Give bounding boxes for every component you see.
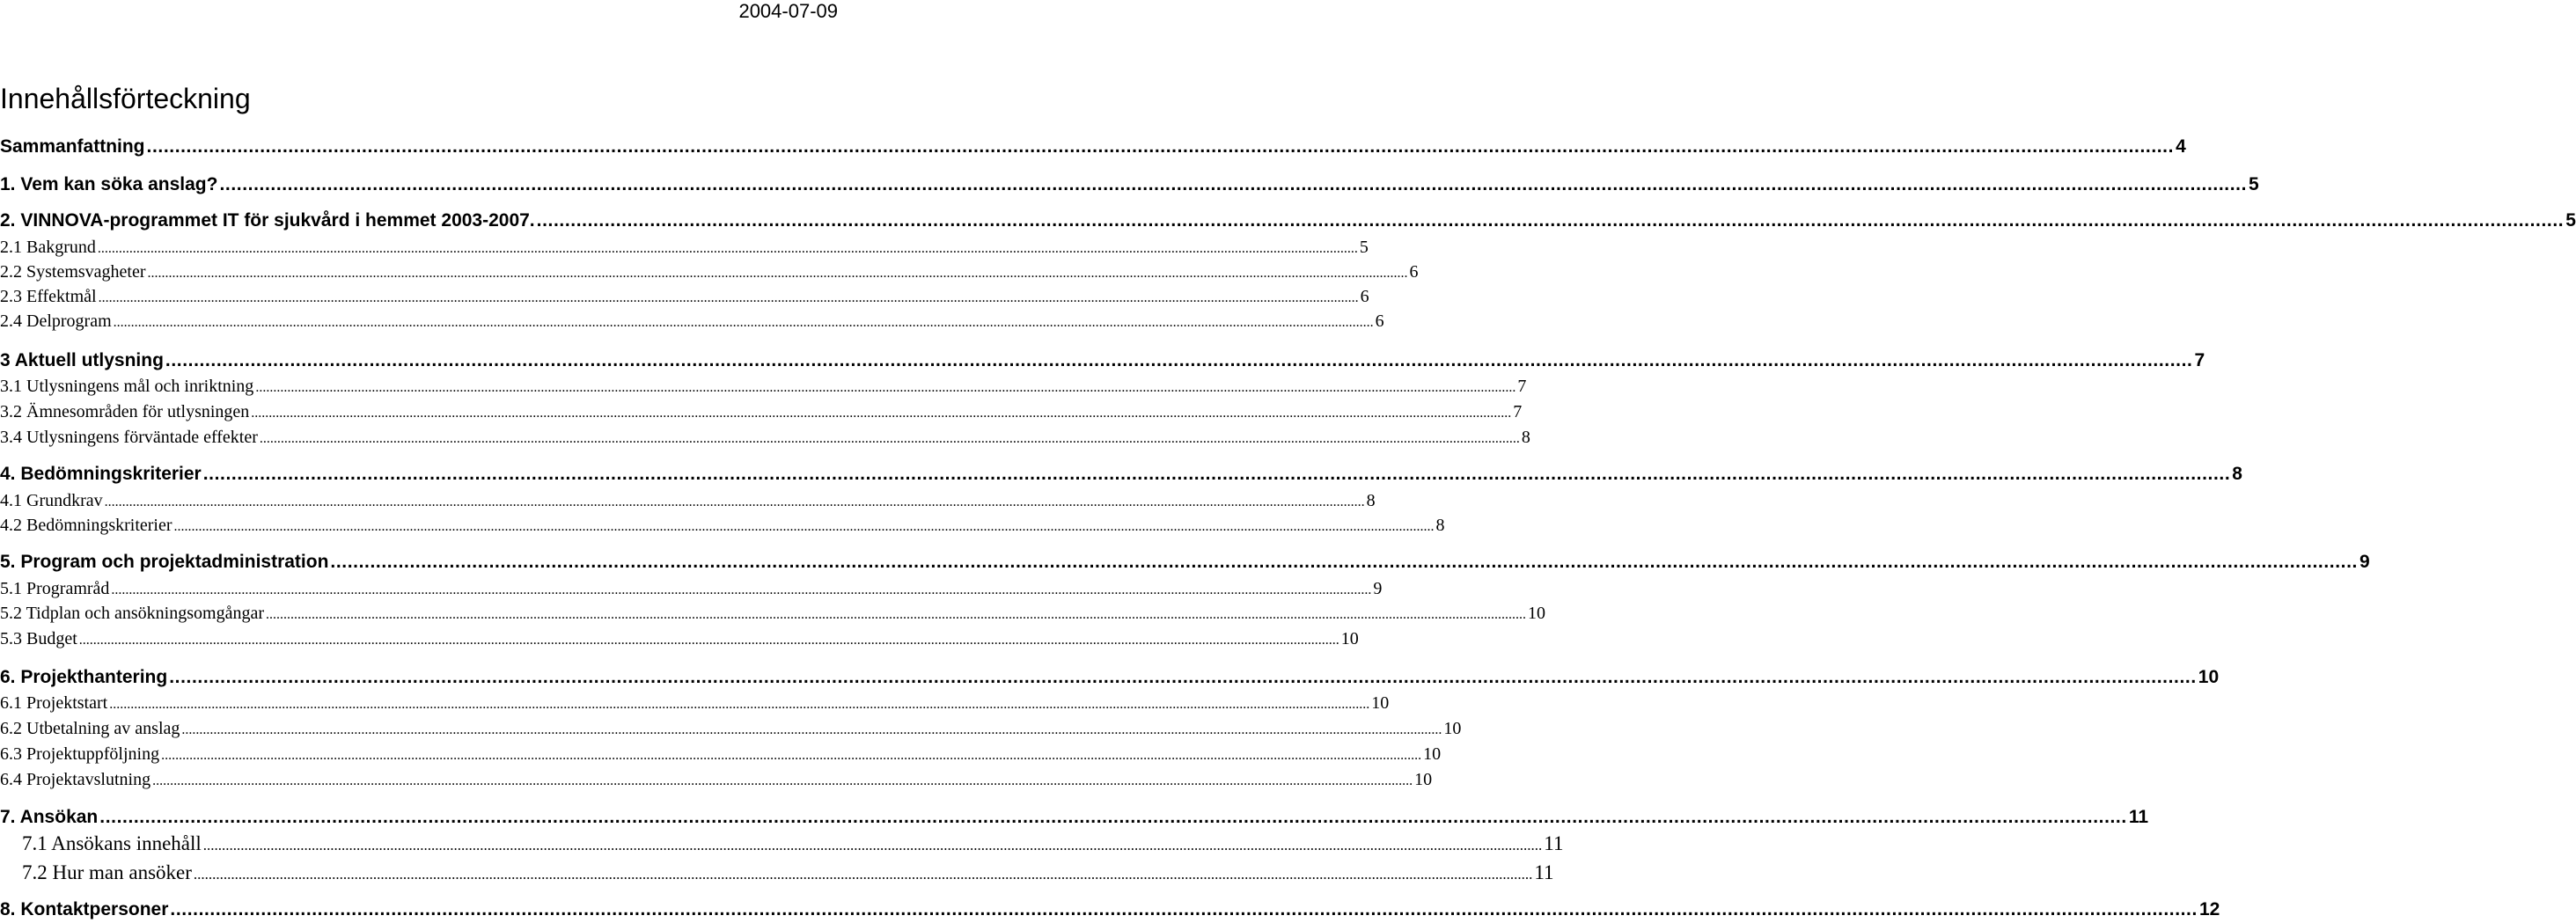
toc-entry-page: 10	[1423, 744, 1442, 764]
toc-entry-label: 2.4 Delprogram	[0, 311, 112, 331]
toc-entry-page: 10	[1414, 770, 1433, 789]
toc-entry-label: 3.2 Ämnesområden för utlysningen	[0, 402, 250, 421]
toc-entry-page: 5	[1359, 238, 1369, 257]
toc-entry-page: 8	[1435, 516, 1445, 535]
toc-entry[interactable]	[0, 348, 2205, 373]
toc-leader-dots	[99, 287, 1359, 310]
toc-entry[interactable]	[0, 172, 2259, 197]
toc-entry-page: 9	[1373, 579, 1383, 598]
toc-entry-label: 5.1 Programråd	[0, 579, 110, 598]
toc-leader-dots	[99, 804, 2127, 830]
toc-entry-label: 5.2 Tidplan och ansökningsomgångar	[0, 604, 264, 623]
toc-entry-page: 4	[2176, 136, 2186, 157]
toc-entry[interactable]	[0, 489, 1376, 512]
page-title: Innehållsförteckning	[0, 83, 251, 114]
toc-entry-page: 10	[1340, 629, 1359, 648]
toc-entry[interactable]	[0, 664, 2220, 690]
toc-entry-page: 6	[1409, 262, 1419, 282]
toc-entry-page: 11	[2128, 807, 2149, 827]
toc-entry[interactable]	[0, 549, 2370, 575]
toc-entry-label: 2.3 Effektmål	[0, 287, 97, 306]
toc-entry-label: 4.1 Grundkrav	[0, 491, 103, 510]
toc-entry-label: 7.1 Ansökans innehåll	[22, 832, 202, 854]
toc-entry[interactable]	[0, 375, 1527, 398]
toc-leader-dots	[194, 861, 1533, 888]
toc-entry-page: 10	[1371, 693, 1390, 713]
toc-entry-page: 6	[1375, 311, 1384, 331]
toc-leader-dots	[330, 549, 2358, 575]
toc-leader-dots	[203, 461, 2231, 487]
toc-entry[interactable]	[0, 577, 1383, 600]
toc-leader-dots	[109, 693, 1369, 716]
toc-entry-page: 8	[1521, 428, 1530, 447]
toc-leader-dots	[169, 664, 2197, 690]
toc-entry[interactable]	[0, 804, 2149, 830]
toc-entry-label: 4. Bedömningskriterier	[0, 464, 202, 484]
toc-entry-label: 5.3 Budget	[0, 629, 77, 648]
toc-entry-label: 6.4 Projektavslutning	[0, 770, 151, 789]
toc-entry[interactable]	[0, 768, 1433, 791]
toc-entry-label: 3 Aktuell utlysning	[0, 350, 164, 370]
toc-entry-page: 10	[2198, 667, 2220, 687]
toc-leader-dots	[251, 402, 1511, 425]
toc-entry-label: 4.2 Bedömningskriterier	[0, 516, 172, 535]
toc-entry-label: 2.1 Bakgrund	[0, 238, 96, 257]
toc-entry-label: 5. Program och projektadministration	[0, 552, 329, 572]
toc-entry[interactable]	[0, 236, 1369, 259]
toc-entry[interactable]	[0, 717, 1462, 740]
toc-entry[interactable]	[0, 831, 1564, 857]
toc-entry[interactable]	[0, 860, 1554, 886]
toc-leader-dots	[111, 579, 1371, 602]
toc-leader-dots	[174, 516, 1435, 538]
toc-entry-label: 3.4 Utlysningens förväntade effekter	[0, 428, 258, 447]
toc-entry-page: 12	[2198, 899, 2220, 919]
toc-entry-page: 9	[2359, 552, 2370, 572]
toc-leader-dots	[105, 491, 1365, 514]
toc-entry[interactable]	[0, 260, 1419, 283]
toc-entry-label: 7.2 Hur man ansöker	[22, 861, 192, 883]
toc-entry[interactable]	[0, 743, 1442, 766]
toc-leader-dots	[255, 377, 1516, 399]
toc-entry-page: 8	[1366, 491, 1376, 510]
toc-entry-label: 2. VINNOVA-programmet IT för sjukvård i hemmet 2003-2007.	[0, 210, 535, 231]
toc-entry-page: 10	[1528, 604, 1545, 623]
toc-entry[interactable]	[0, 310, 1384, 333]
toc-leader-dots	[147, 134, 2175, 159]
toc-leader-dots	[152, 770, 1413, 793]
toc-entry-label: 6.2 Utbetalning av anslag	[0, 719, 180, 738]
toc-entry-label: 3.1 Utlysningens mål och inriktning	[0, 377, 254, 396]
toc-entry[interactable]	[0, 692, 1390, 714]
toc-entry-label: 7. Ansökan	[0, 807, 99, 827]
toc-entry-label: 8. Kontaktpersoner	[0, 899, 169, 919]
toc-entry-label: 1. Vem kan söka anslag?	[0, 174, 218, 194]
toc-entry[interactable]	[0, 285, 1369, 308]
toc-entry[interactable]	[0, 400, 1523, 423]
toc-leader-dots	[148, 262, 1408, 285]
toc-entry-label: 6.1 Projektstart	[0, 693, 108, 713]
toc-entry-page: 11	[1544, 832, 1564, 854]
toc-leader-dots	[537, 208, 2565, 233]
toc-entry-label: 6.3 Projektuppföljning	[0, 744, 160, 764]
toc-leader-dots	[219, 172, 2247, 197]
toc-entry-page: 8	[2232, 464, 2242, 484]
toc-entry[interactable]	[0, 134, 2186, 159]
toc-entry-page: 7	[2194, 350, 2205, 370]
toc-leader-dots	[260, 428, 1520, 451]
toc-entry[interactable]	[0, 627, 1359, 650]
toc-entry-page: 7	[1513, 402, 1523, 421]
toc-entry-label: 2.2 Systemsvagheter	[0, 262, 146, 282]
toc-leader-dots	[79, 629, 1339, 652]
toc-entry-label: 6. Projekthantering	[0, 667, 168, 687]
toc-entry[interactable]	[0, 514, 1445, 537]
toc-entry[interactable]	[0, 897, 2220, 922]
header-date: 2004-07-09	[738, 0, 838, 22]
toc-entry[interactable]	[0, 602, 1545, 625]
toc-leader-dots	[114, 311, 1374, 334]
toc-entry-page: 10	[1443, 719, 1462, 738]
toc-leader-dots	[170, 897, 2198, 922]
toc-entry-page: 7	[1517, 377, 1527, 396]
toc-entry-label: Sammanfattning	[0, 136, 145, 157]
toc-entry-page: 6	[1360, 287, 1369, 306]
toc-leader-dots	[98, 238, 1358, 260]
toc-entry-page: 5	[2249, 174, 2259, 194]
toc-leader-dots	[165, 348, 2193, 373]
toc-entry[interactable]	[0, 461, 2242, 487]
toc-leader-dots	[266, 604, 1526, 626]
toc-leader-dots	[161, 744, 1421, 767]
toc-entry[interactable]	[0, 208, 2576, 233]
toc-leader-dots	[181, 719, 1442, 742]
toc-entry[interactable]	[0, 426, 1530, 449]
toc-entry-page: 5	[2565, 210, 2576, 231]
toc-entry-page: 11	[1534, 861, 1554, 883]
toc-leader-dots	[203, 832, 1543, 859]
